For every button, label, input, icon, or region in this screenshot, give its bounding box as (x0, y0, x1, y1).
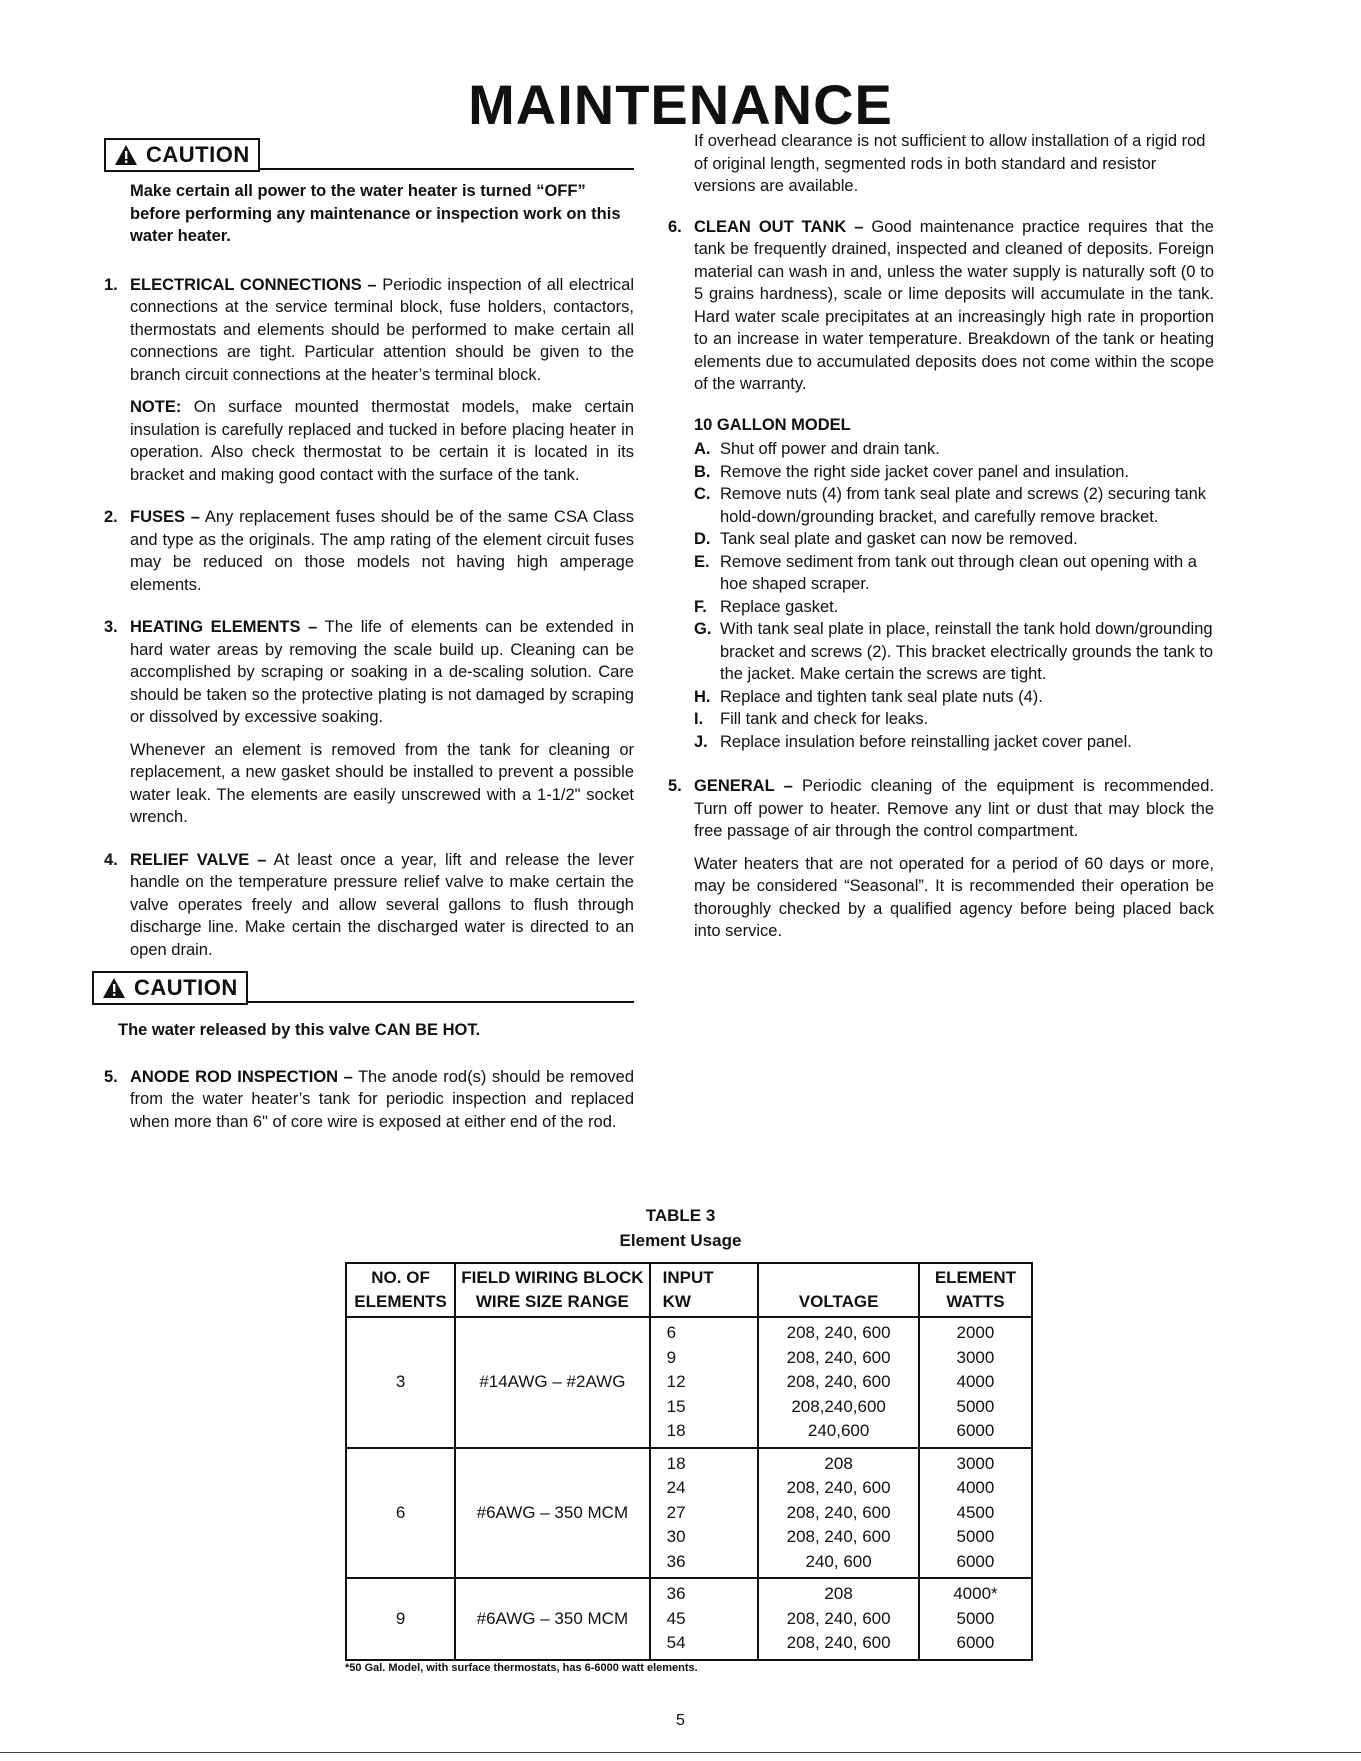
cell-input-kw (650, 1317, 759, 1448)
caution-badge (92, 971, 248, 1005)
cell-voltage-value: 208, 240, 600 (786, 1478, 891, 1497)
cell-voltage-value: 208 (824, 1584, 853, 1603)
step-text: Replace insulation before reinstalling jacket cover panel. (720, 732, 1132, 751)
item-lead: FUSES – (130, 508, 200, 526)
step-item (694, 708, 1214, 731)
step-text: Replace and tighten tank seal plate nuts (4). (720, 687, 1043, 706)
cell-voltage-value: 208, 240, 600 (786, 1608, 891, 1628)
step-item (694, 461, 1214, 484)
header-wire-size: FIELD WIRING BLOCK WIRE SIZE RANGE (455, 1263, 650, 1317)
item-text: Any replacement fuses should be of the same CSA Class and type as the originals. The amp rating of the element circuit fuses may be reduced on those models not having high amperage elements. (130, 508, 634, 594)
cell-element-watts-value: 4500 (956, 1502, 995, 1522)
step-text: With tank seal plate in place, reinstall the tank hold down/grounding bracket and screws (2). This bracket electrically grounds the tank to the jacket. Make certain the screws are tight. (720, 620, 1214, 683)
cell-input-kw (650, 1448, 759, 1579)
item-number: 1. (104, 275, 118, 294)
cell-input-kw-value: 54 (666, 1633, 686, 1652)
cell-input-kw-value: 36 (666, 1584, 686, 1603)
cell-voltage-value: 208, 240, 600 (786, 1527, 891, 1546)
list-item (668, 216, 1214, 754)
step-item (694, 483, 1214, 528)
item-number: 5. (668, 777, 682, 795)
cell-element-watts (919, 1578, 1032, 1660)
item-lead: RELIEF VALVE – (130, 850, 267, 869)
item-number: 2. (104, 508, 118, 526)
item-text: The anode rod(s) should be removed from the water heater’s tank for periodic inspection and replaced when more than 6" of core wire is exposed at either end of the rod. (130, 1067, 635, 1131)
cell-voltage (758, 1578, 919, 1660)
table-header-row (346, 1263, 1032, 1317)
step-list (694, 438, 1214, 753)
item-number: 4. (104, 850, 118, 869)
page-bottom-rule (0, 1752, 1361, 1753)
header-input-kw: INPUT KW (650, 1263, 759, 1317)
cell-element-watts-value: 4000 (956, 1372, 995, 1391)
step-item (694, 551, 1214, 596)
cell-voltage (758, 1317, 919, 1448)
cell-input-kw-value: 30 (666, 1527, 686, 1546)
list-item (104, 506, 634, 596)
item-paragraph (694, 775, 1214, 843)
step-item (694, 731, 1214, 754)
step-text: Remove nuts (4) from tank seal plate and screws (2) securing tank hold-down/grounding bracket, and carefully remove bracket. (720, 485, 1207, 526)
caution-label: CAUTION (134, 974, 238, 1000)
item-extra: Water heaters that are not operated for a period of 60 days or more, may be considered “Seasonal”. It is recommended their operation be thoroughly checked by a qualified agency before being placed back into service. (694, 854, 1214, 940)
item-paragraph (694, 216, 1214, 396)
step-letter: B. (694, 462, 711, 481)
table-footnote: *50 Gal. Model, with surface thermostats, has 6-6000 watt elements. (345, 1662, 698, 1674)
caution-header-1 (104, 138, 634, 172)
cell-voltage-value: 208, 240, 600 (786, 1502, 891, 1522)
item-text: At least once a year, lift and release the lever handle on the temperature pressure relief valve to make certain the valve operates freely and allow several gallons to flush through discharge line. Make certain the discharged water is directed to an open drain. (130, 850, 635, 959)
cell-element-watts-value: 6000 (956, 1421, 995, 1440)
cell-voltage-value: 240,600 (807, 1421, 870, 1440)
header-element-watts: ELEMENT WATTS (919, 1263, 1032, 1317)
step-letter: J. (694, 732, 708, 751)
header-elements: NO. OF ELEMENTS (346, 1263, 455, 1317)
cell-input-kw-value: 15 (666, 1396, 686, 1416)
item-text: Periodic inspection of all electrical connections at the service terminal block, fuse holders, contactors, thermostats and elements should be performed to make certain all connections are tight. Particular attention should be given to the branch circuit connections at the heater’s terminal block. (130, 275, 634, 384)
caution-badge (104, 138, 260, 172)
caution-message: The water released by this valve CAN BE HOT. (118, 1021, 481, 1039)
step-text: Remove sediment from tank out through clean out opening with a hoe shaped scraper. (720, 552, 1197, 593)
cell-input-kw-value: 18 (666, 1453, 686, 1473)
page-title: MAINTENANCE (468, 73, 893, 136)
cell-voltage-value: 208 (824, 1453, 853, 1473)
step-text: Remove the right side jacket cover panel and insulation. (720, 462, 1130, 481)
cell-input-kw-value: 18 (666, 1421, 686, 1440)
cell-voltage-value: 208, 240, 600 (786, 1323, 891, 1342)
table-body (346, 1317, 1032, 1660)
page-number: 5 (676, 1712, 685, 1729)
cell-elements: 3 (346, 1317, 455, 1448)
step-item (694, 438, 1214, 461)
cell-element-watts-value: 6000 (956, 1551, 995, 1571)
note-label: NOTE: (130, 398, 182, 416)
list-item (104, 274, 634, 487)
cell-input-kw-value: 6 (666, 1323, 677, 1342)
cell-input-kw-value: 9 (666, 1347, 677, 1367)
step-text: Tank seal plate and gasket can now be removed. (720, 530, 1078, 548)
element-usage-table (345, 1262, 1033, 1661)
step-item (694, 618, 1214, 686)
anode-rod-note: If overhead clearance is not sufficient to allow installation of a rigid rod of original length, segmented rods in both standard and resistor versions are available. (694, 132, 1206, 195)
cell-wire-size: #14AWG – #2AWG (455, 1317, 650, 1448)
step-letter: C. (694, 485, 711, 503)
item-lead: HEATING ELEMENTS – (130, 618, 318, 636)
item-lead: GENERAL – (694, 777, 793, 795)
model-heading: 10 GALLON MODEL (694, 415, 851, 434)
step-item (694, 686, 1214, 709)
item-lead: ELECTRICAL CONNECTIONS – (130, 275, 377, 294)
cell-voltage-value: 208, 240, 600 (786, 1347, 891, 1367)
warning-triangle-icon (114, 144, 138, 166)
caution-message: Make certain all power to the water heater is turned “OFF” before performing any maintenance or inspection work on this water heater. (130, 182, 621, 245)
item-text: The life of elements can be extended in hard water areas by removing the scale build up. Cleaning can be accomplished by scraping or soaking in a de-scaling solution. Care should be taken so the protective plating is not damaged by scraping or dissolved by excessive soaking. (130, 618, 634, 726)
item-paragraph (130, 616, 634, 729)
step-letter: F. (694, 597, 707, 616)
cell-input-kw-value: 27 (666, 1502, 686, 1522)
cell-input-kw-value: 24 (666, 1478, 686, 1497)
cell-input-kw-value: 36 (666, 1551, 686, 1571)
step-letter: E. (694, 552, 710, 571)
step-letter: D. (694, 530, 711, 548)
cell-element-watts-value: 4000* (953, 1584, 998, 1603)
caution-header-2 (92, 971, 634, 1005)
list-item (104, 616, 634, 829)
item-number: 5. (104, 1067, 118, 1086)
table-row (346, 1448, 1032, 1579)
cell-input-kw (650, 1578, 759, 1660)
item-text: Good maintenance practice requires that the tank be frequently drained, inspected and cleaned of deposits. Foreign material can wash in and, unless the water supply is naturally soft (0 to 5 grains hardness), scale or lime deposits will accumulate in the tank. Hard water scale precipitates at an increasingly high rate in proportion to an increase in water temperature. Breakdown of the tank or heating elements due to accumulated deposits does not come within the scope of the warranty. (694, 217, 1214, 393)
cell-voltage-value: 208, 240, 600 (786, 1372, 891, 1391)
cell-elements: 9 (346, 1578, 455, 1660)
cell-voltage-value: 208, 240, 600 (786, 1633, 891, 1652)
left-column (104, 138, 634, 1143)
step-letter: I. (694, 710, 704, 728)
warning-triangle-icon (102, 977, 126, 999)
step-letter: H. (694, 687, 711, 706)
item-note (130, 396, 634, 486)
caution-label: CAUTION (146, 141, 250, 167)
cell-voltage (758, 1448, 919, 1579)
item-paragraph (130, 849, 634, 962)
cell-element-watts (919, 1448, 1032, 1579)
header-voltage: VOLTAGE (758, 1263, 919, 1317)
cell-element-watts-value: 4000 (956, 1478, 995, 1497)
table-caption-number: TABLE 3 (645, 1206, 716, 1225)
step-item (694, 596, 1214, 619)
cell-element-watts-value: 5000 (956, 1608, 995, 1628)
step-text: Fill tank and check for leaks. (720, 710, 929, 728)
cell-voltage-value: 208,240,600 (791, 1396, 886, 1416)
cell-element-watts-value: 3000 (956, 1453, 995, 1473)
cell-elements: 6 (346, 1448, 455, 1579)
note-text: On surface mounted thermostat models, make certain insulation is carefully replaced and tucked in before placing heater in operation. Also check thermostat to be certain it is located in its bracket and making good contact with the surface of the tank. (130, 398, 634, 484)
right-column (668, 130, 1214, 953)
cell-element-watts (919, 1317, 1032, 1448)
step-text: Shut off power and drain tank. (720, 440, 940, 458)
list-item (668, 775, 1214, 943)
cell-element-watts-value: 5000 (956, 1527, 995, 1546)
item-paragraph (130, 506, 634, 596)
cell-element-watts-value: 6000 (956, 1633, 995, 1652)
cell-wire-size: #6AWG – 350 MCM (455, 1448, 650, 1579)
cell-element-watts-value: 2000 (956, 1323, 995, 1342)
item-number: 3. (104, 618, 118, 636)
step-text: Replace gasket. (720, 597, 839, 616)
item-number: 6. (668, 217, 682, 236)
table-row (346, 1317, 1032, 1448)
table-row (346, 1578, 1032, 1660)
cell-input-kw-value: 45 (666, 1608, 686, 1628)
item-extra: Whenever an element is removed from the tank for cleaning or replacement, a new gasket should be installed to prevent a possible water leak. The elements are easily unscrewed with a 1-1/2" socket wrench. (130, 740, 634, 826)
step-letter: G. (694, 620, 712, 638)
list-item (104, 1066, 634, 1134)
cell-element-watts-value: 3000 (956, 1347, 995, 1367)
cell-element-watts-value: 5000 (956, 1396, 995, 1416)
item-paragraph (130, 274, 634, 387)
item-lead: ANODE ROD INSPECTION – (130, 1067, 353, 1086)
step-item (694, 528, 1214, 551)
item-text: Periodic cleaning of the equipment is recommended. Turn off power to heater. Remove any lint or dust that may block the free passage of air through the control compartment. (694, 777, 1214, 840)
cell-input-kw-value: 12 (666, 1372, 686, 1391)
cell-wire-size: #6AWG – 350 MCM (455, 1578, 650, 1660)
cell-voltage-value: 240, 600 (805, 1551, 872, 1571)
step-letter: A. (694, 440, 711, 458)
item-lead: CLEAN OUT TANK – (694, 217, 864, 236)
item-paragraph (130, 1066, 634, 1134)
table-caption-title: Element Usage (619, 1231, 742, 1250)
list-item (104, 849, 634, 962)
